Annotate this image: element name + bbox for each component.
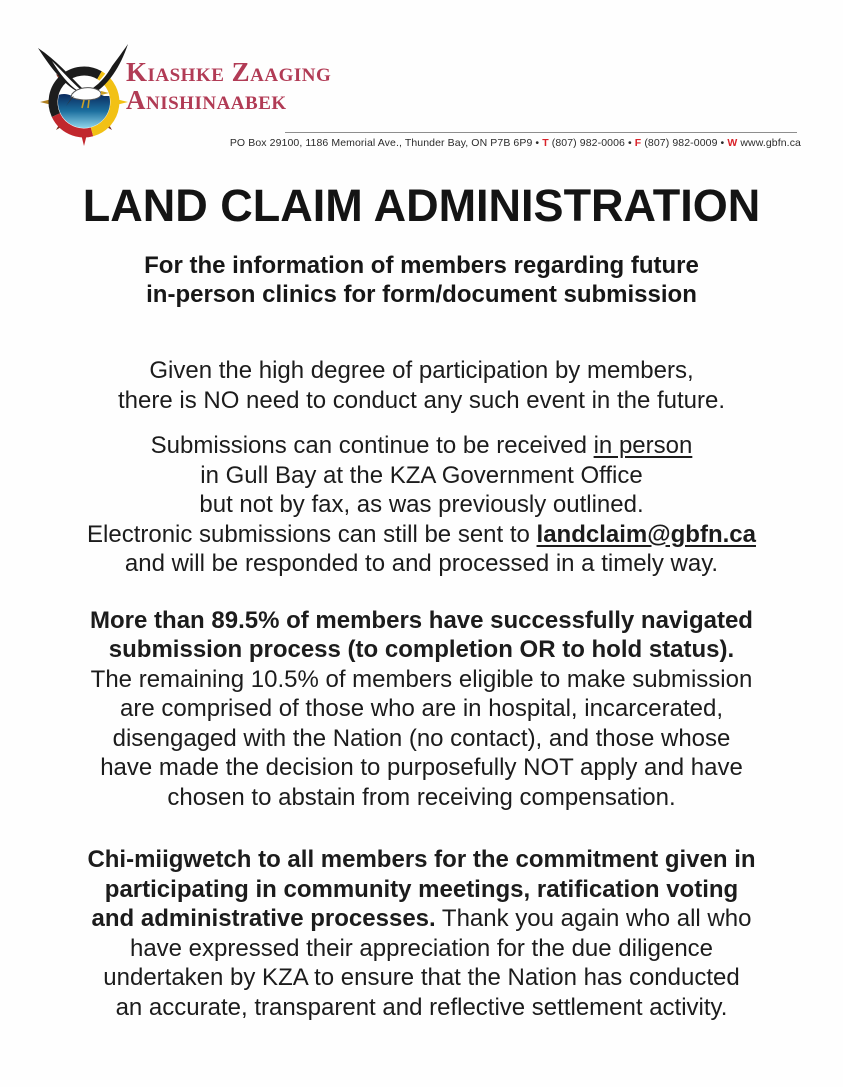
text-segment: The remaining 10.5% of members eligible to make submission: [90, 665, 753, 693]
text-segment: Thank you again who all who: [435, 905, 752, 932]
contact-accent-letter: T: [542, 137, 549, 149]
page-subtitle: [0, 251, 843, 309]
text-segment: have made the decision to purposefully NOT apply and have: [100, 754, 743, 781]
text-segment: Given the high degree of participation by members,: [149, 357, 694, 384]
document-body: [0, 180, 843, 1022]
text-segment: an accurate, transparent and reflective settlement activity.: [115, 993, 728, 1021]
org-name-line1: Kiashke Zaaging: [126, 57, 332, 87]
paragraph-line: [0, 606, 843, 636]
text-segment: but not by fax, as was previously outlined.: [199, 491, 644, 518]
paragraph-line: [0, 783, 843, 813]
page-title: LAND CLAIM ADMINISTRATION: [82, 180, 761, 231]
text-segment: there is NO need to conduct any such event in the future.: [117, 387, 726, 414]
org-name-line2: Anishinaabek: [126, 85, 287, 115]
text-segment: Submissions can continue to be received: [150, 432, 594, 459]
paragraph-line: [0, 431, 843, 461]
paragraph-line: [0, 356, 843, 386]
paragraph-participation: [0, 356, 843, 416]
paragraph-line: [0, 635, 843, 665]
text-segment: submission process (to completion OR to hold status).: [108, 636, 735, 663]
contact-line: [230, 137, 801, 149]
text-segment: undertaken by KZA to ensure that the Nation has conducted: [103, 964, 740, 991]
paragraph-line: [0, 993, 843, 1023]
text-segment: in Gull Bay at the KZA Government Office: [200, 461, 643, 489]
paragraph-line: [0, 904, 843, 934]
text-segment: participating in community meetings, ratification voting: [104, 875, 739, 903]
paragraph-line: [0, 724, 843, 754]
paragraph-submissions: [0, 431, 843, 579]
paragraph-line: [0, 753, 843, 783]
text-segment: More than 89.5% of members have successfully navigated: [90, 606, 753, 634]
paragraph-line: [0, 963, 843, 993]
underlined-text: landclaim@gbfn.ca: [536, 520, 756, 548]
paragraph-statistics: [0, 606, 843, 813]
text-segment: Chi-miigwetch to all members for the commitment given in: [87, 846, 756, 873]
text-segment: are comprised of those who are in hospital, incarcerated,: [120, 695, 723, 722]
text-segment: and administrative processes.: [91, 905, 436, 932]
text-segment: Electronic submissions can still be sent to: [87, 520, 537, 548]
paragraph-line: [0, 875, 843, 905]
header-divider: [285, 132, 797, 133]
text-segment: chosen to abstain from receiving compensation.: [167, 783, 676, 811]
paragraph-line: [0, 520, 843, 550]
text-segment: have expressed their appreciation for the due diligence: [129, 934, 714, 962]
paragraph-thanks: [0, 845, 843, 1022]
paragraph-line: [0, 934, 843, 964]
paragraph-line: [0, 665, 843, 695]
underlined-text: in person: [593, 432, 693, 459]
contact-accent-letter: W: [727, 137, 738, 149]
contact-text: www.gbfn.ca: [737, 137, 801, 149]
paragraph-line: [0, 490, 843, 520]
contact-text: PO Box 29100, 1186 Memorial Ave., Thunder Bay, ON P7B 6P9 •: [229, 137, 543, 149]
paragraph-line: [0, 694, 843, 724]
text-segment: disengaged with the Nation (no contact), and those whose: [112, 724, 731, 752]
paragraph-line: [0, 845, 843, 875]
text-segment: and will be responded to and processed in a timely way.: [124, 550, 719, 577]
contact-text: (807) 982-0006 •: [548, 137, 635, 149]
subtitle-line: For the information of members regarding future: [144, 252, 699, 279]
paragraph-line: [0, 549, 843, 579]
paragraph-line: [0, 386, 843, 416]
subtitle-line: in-person clinics for form/document submission: [146, 281, 697, 308]
paragraphs-container: [0, 356, 843, 1022]
org-name: [126, 58, 331, 114]
contact-accent-letter: F: [634, 137, 642, 149]
contact-text: (807) 982-0009 •: [641, 137, 728, 149]
paragraph-line: [0, 461, 843, 491]
